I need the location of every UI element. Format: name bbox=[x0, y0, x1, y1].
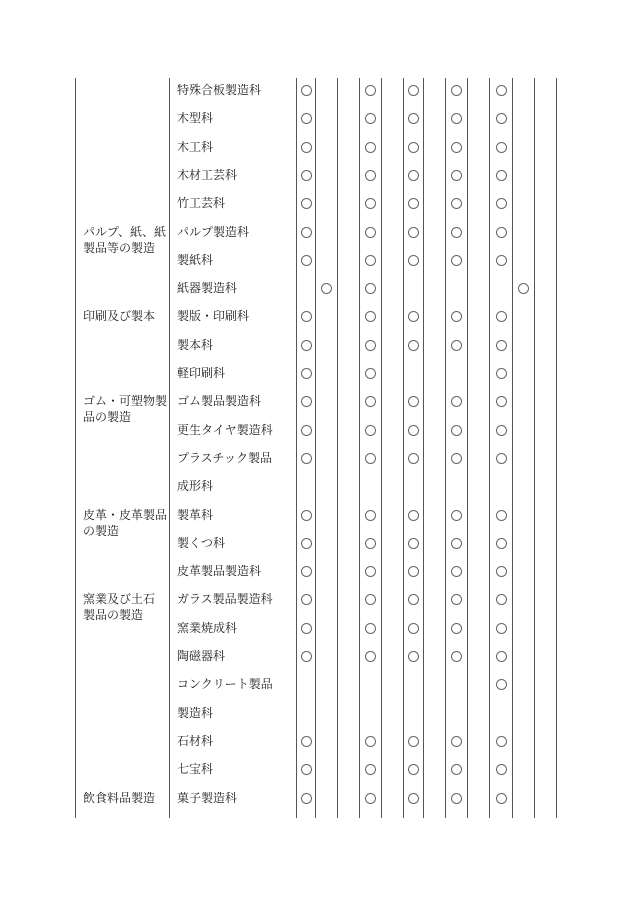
circle-mark-icon bbox=[451, 340, 462, 351]
circle-mark-icon bbox=[301, 227, 312, 238]
circle-mark-icon bbox=[301, 340, 312, 351]
table-column-line bbox=[534, 78, 535, 818]
circle-mark-icon bbox=[496, 113, 507, 124]
category-label: パルプ、紙、紙 bbox=[83, 224, 167, 239]
circle-mark-icon bbox=[365, 736, 376, 747]
circle-mark-icon bbox=[451, 142, 462, 153]
category-label: の製造 bbox=[83, 523, 120, 538]
circle-mark-icon bbox=[365, 198, 376, 209]
table-column-line bbox=[445, 78, 446, 818]
circle-mark-icon bbox=[408, 538, 419, 549]
circle-mark-icon bbox=[408, 651, 419, 662]
circle-mark-icon bbox=[496, 764, 507, 775]
circle-mark-icon bbox=[518, 283, 529, 294]
circle-mark-icon bbox=[496, 255, 507, 266]
category-label: 皮革・皮革製品 bbox=[83, 507, 168, 522]
circle-mark-icon bbox=[408, 340, 419, 351]
circle-mark-icon bbox=[496, 793, 507, 804]
course-name: ゴム製品製造科 bbox=[177, 394, 262, 409]
circle-mark-icon bbox=[301, 764, 312, 775]
category-label: ゴム・可塑物製 bbox=[83, 394, 168, 409]
course-name: 特殊合板製造科 bbox=[177, 83, 262, 97]
category-label: 製品の製造 bbox=[83, 608, 144, 623]
circle-mark-icon bbox=[408, 113, 419, 124]
course-name: 軽印刷科 bbox=[177, 366, 226, 380]
circle-mark-icon bbox=[301, 793, 312, 804]
table-column-line bbox=[381, 78, 382, 818]
circle-mark-icon bbox=[365, 453, 376, 464]
circle-mark-icon bbox=[496, 142, 507, 153]
category-label: 製品等の製造 bbox=[83, 240, 156, 255]
table-column-line bbox=[467, 78, 468, 818]
course-name: 木材工芸科 bbox=[177, 167, 238, 182]
circle-mark-icon bbox=[451, 453, 462, 464]
circle-mark-icon bbox=[301, 510, 312, 521]
circle-mark-icon bbox=[496, 453, 507, 464]
table-column-line bbox=[512, 78, 513, 818]
circle-mark-icon bbox=[365, 594, 376, 605]
circle-mark-icon bbox=[496, 311, 507, 322]
circle-mark-icon bbox=[451, 227, 462, 238]
course-name: 木型科 bbox=[177, 111, 214, 126]
circle-mark-icon bbox=[365, 368, 376, 379]
circle-mark-icon bbox=[365, 651, 376, 662]
table-column-line bbox=[169, 78, 170, 818]
circle-mark-icon bbox=[365, 396, 376, 407]
table-column-line bbox=[423, 78, 424, 818]
course-name: 七宝科 bbox=[177, 762, 214, 777]
course-name: 窯業焼成科 bbox=[177, 620, 238, 635]
circle-mark-icon bbox=[365, 113, 376, 124]
course-name: コンクリート製品 bbox=[177, 677, 273, 692]
circle-mark-icon bbox=[408, 85, 419, 96]
table-column-line bbox=[556, 78, 557, 818]
circle-mark-icon bbox=[408, 396, 419, 407]
circle-mark-icon bbox=[496, 510, 507, 521]
course-name: 製造科 bbox=[177, 705, 214, 720]
circle-mark-icon bbox=[301, 453, 312, 464]
circle-mark-icon bbox=[365, 311, 376, 322]
circle-mark-icon bbox=[301, 368, 312, 379]
course-name: 製版・印刷科 bbox=[177, 309, 250, 324]
circle-mark-icon bbox=[408, 623, 419, 634]
circle-mark-icon bbox=[408, 255, 419, 266]
circle-mark-icon bbox=[365, 793, 376, 804]
category-label: 窯業及び土石 bbox=[83, 592, 156, 607]
circle-mark-icon bbox=[301, 651, 312, 662]
circle-mark-icon bbox=[301, 566, 312, 577]
circle-mark-icon bbox=[301, 425, 312, 436]
circle-mark-icon bbox=[451, 793, 462, 804]
circle-mark-icon bbox=[365, 764, 376, 775]
circle-mark-icon bbox=[408, 793, 419, 804]
course-name: 製本科 bbox=[177, 337, 214, 352]
category-label: 飲食料品製造 bbox=[83, 790, 156, 805]
circle-mark-icon bbox=[365, 566, 376, 577]
course-name: 菓子製造科 bbox=[177, 790, 238, 805]
course-name: 製くつ科 bbox=[177, 535, 226, 550]
course-name: プラスチック製品 bbox=[177, 450, 273, 465]
circle-mark-icon bbox=[408, 170, 419, 181]
circle-mark-icon bbox=[408, 198, 419, 209]
circle-mark-icon bbox=[496, 538, 507, 549]
course-name: パルプ製造科 bbox=[177, 224, 250, 239]
circle-mark-icon bbox=[496, 566, 507, 577]
course-name: 木工科 bbox=[177, 139, 214, 154]
circle-mark-icon bbox=[451, 396, 462, 407]
circle-mark-icon bbox=[365, 538, 376, 549]
circle-mark-icon bbox=[451, 113, 462, 124]
circle-mark-icon bbox=[365, 510, 376, 521]
course-name: 成形科 bbox=[177, 479, 214, 494]
circle-mark-icon bbox=[365, 142, 376, 153]
circle-mark-icon bbox=[451, 85, 462, 96]
circle-mark-icon bbox=[408, 736, 419, 747]
circle-mark-icon bbox=[496, 396, 507, 407]
circle-mark-icon bbox=[301, 736, 312, 747]
circle-mark-icon bbox=[496, 594, 507, 605]
circle-mark-icon bbox=[408, 311, 419, 322]
circle-mark-icon bbox=[301, 396, 312, 407]
circle-mark-icon bbox=[496, 368, 507, 379]
course-name: 製紙科 bbox=[177, 252, 214, 267]
circle-mark-icon bbox=[496, 198, 507, 209]
circle-mark-icon bbox=[301, 170, 312, 181]
circle-mark-icon bbox=[408, 510, 419, 521]
circle-mark-icon bbox=[496, 679, 507, 690]
circle-mark-icon bbox=[408, 764, 419, 775]
circle-mark-icon bbox=[365, 85, 376, 96]
circle-mark-icon bbox=[451, 170, 462, 181]
circle-mark-icon bbox=[496, 425, 507, 436]
circle-mark-icon bbox=[301, 142, 312, 153]
circle-mark-icon bbox=[365, 170, 376, 181]
circle-mark-icon bbox=[301, 594, 312, 605]
circle-mark-icon bbox=[496, 227, 507, 238]
circle-mark-icon bbox=[496, 170, 507, 181]
circle-mark-icon bbox=[451, 566, 462, 577]
circle-mark-icon bbox=[365, 425, 376, 436]
course-name: 更生タイヤ製造科 bbox=[177, 422, 273, 437]
circle-mark-icon bbox=[496, 85, 507, 96]
course-name: 製革科 bbox=[177, 507, 214, 522]
circle-mark-icon bbox=[451, 311, 462, 322]
circle-mark-icon bbox=[451, 764, 462, 775]
circle-mark-icon bbox=[451, 594, 462, 605]
circle-mark-icon bbox=[365, 255, 376, 266]
table-column-line bbox=[296, 78, 297, 818]
category-label: 印刷及び製本 bbox=[83, 309, 156, 324]
table-column-line bbox=[337, 78, 338, 818]
circle-mark-icon bbox=[496, 651, 507, 662]
circle-mark-icon bbox=[451, 538, 462, 549]
circle-mark-icon bbox=[301, 311, 312, 322]
circle-mark-icon bbox=[451, 623, 462, 634]
category-label: 品の製造 bbox=[83, 410, 132, 425]
circle-mark-icon bbox=[365, 283, 376, 294]
circle-mark-icon bbox=[451, 255, 462, 266]
circle-mark-icon bbox=[301, 198, 312, 209]
circle-mark-icon bbox=[365, 340, 376, 351]
circle-mark-icon bbox=[496, 623, 507, 634]
course-name: 皮革製品製造科 bbox=[177, 564, 262, 579]
circle-mark-icon bbox=[451, 510, 462, 521]
circle-mark-icon bbox=[365, 227, 376, 238]
circle-mark-icon bbox=[365, 623, 376, 634]
course-name: 紙器製造科 bbox=[177, 281, 238, 296]
table-column-line bbox=[489, 78, 490, 818]
circle-mark-icon bbox=[496, 340, 507, 351]
table-column-line bbox=[315, 78, 316, 818]
circle-mark-icon bbox=[301, 255, 312, 266]
circle-mark-icon bbox=[301, 623, 312, 634]
circle-mark-icon bbox=[451, 425, 462, 436]
circle-mark-icon bbox=[496, 736, 507, 747]
circle-mark-icon bbox=[451, 198, 462, 209]
circle-mark-icon bbox=[301, 113, 312, 124]
circle-mark-icon bbox=[408, 594, 419, 605]
circle-mark-icon bbox=[301, 538, 312, 549]
circle-mark-icon bbox=[408, 142, 419, 153]
circle-mark-icon bbox=[408, 566, 419, 577]
course-name: 竹工芸科 bbox=[177, 196, 226, 211]
circle-mark-icon bbox=[451, 651, 462, 662]
circle-mark-icon bbox=[301, 85, 312, 96]
course-name: 陶磁器科 bbox=[177, 649, 226, 663]
table-column-line bbox=[403, 78, 404, 818]
course-name: 石材科 bbox=[177, 733, 214, 748]
table-column-line bbox=[75, 78, 76, 818]
table-column-line bbox=[359, 78, 360, 818]
circle-mark-icon bbox=[408, 227, 419, 238]
course-name: ガラス製品製造科 bbox=[177, 592, 273, 607]
circle-mark-icon bbox=[408, 453, 419, 464]
circle-mark-icon bbox=[408, 425, 419, 436]
circle-mark-icon bbox=[321, 283, 332, 294]
circle-mark-icon bbox=[451, 736, 462, 747]
